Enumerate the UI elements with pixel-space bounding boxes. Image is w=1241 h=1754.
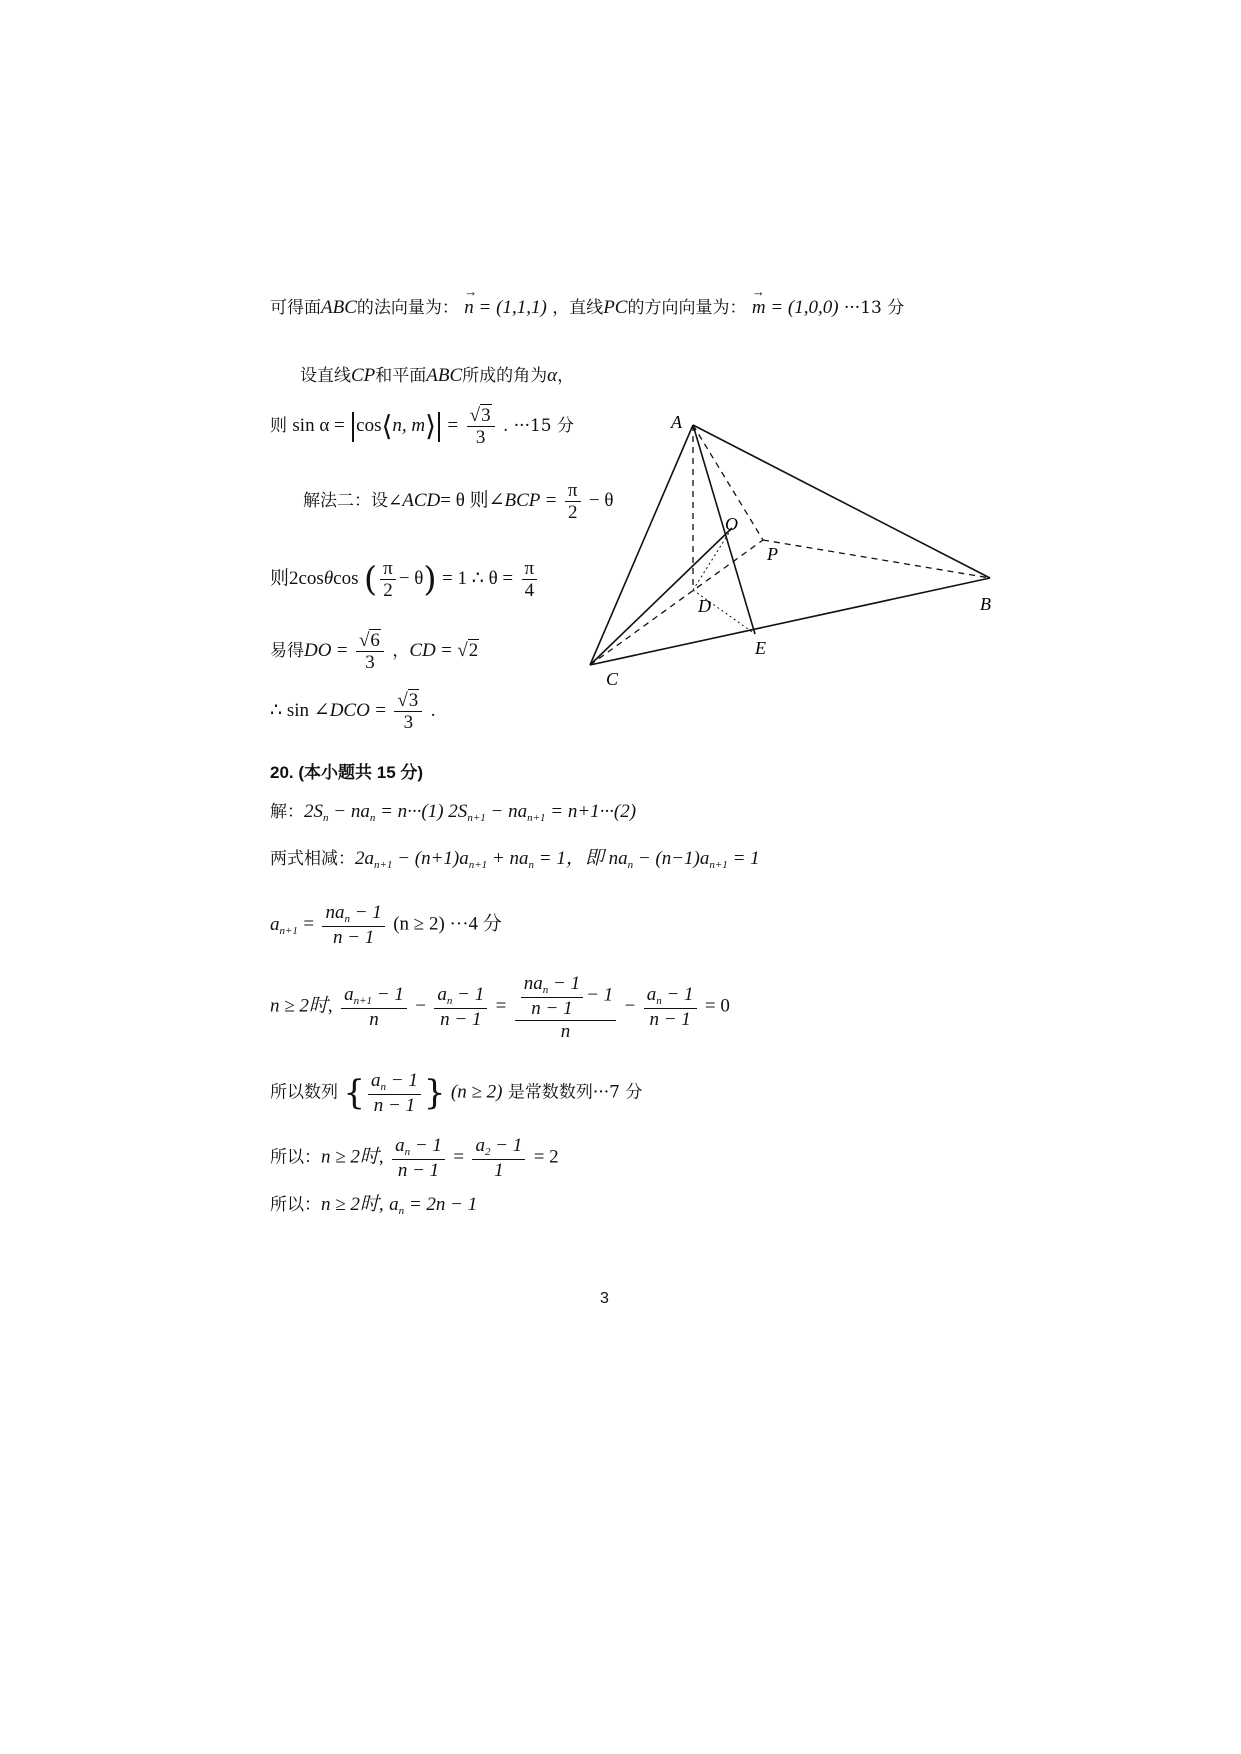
line-sin-dco: ∴ sin ∠DCO = $\frac{√3}{3}$ . bbox=[270, 690, 436, 733]
solution-line-3: $a_{n+1}$ = $\frac{na_n - 1}{n - 1}$ (n ≥ 2) ···4 分 bbox=[270, 902, 502, 948]
label-b: B bbox=[980, 594, 991, 614]
solution-line-2: 两式相减：$2a_{n+1} - (n+1)a_{n+1} + na_n = 1$，即 $na_n - (n-1)a_{n+1} = 1$ bbox=[270, 848, 760, 871]
edge-ab bbox=[693, 425, 990, 578]
line-normal-vectors: 可得面ABC的法向量为： → n = (1,1,1) ，直线PC的方向向量为： → m = (1,0,0) ···13 分 bbox=[270, 298, 904, 317]
edge-pb bbox=[763, 540, 990, 578]
label-c: C bbox=[606, 669, 619, 689]
section-heading-20: 20. (本小题共 15 分) bbox=[270, 763, 424, 782]
tetrahedron-figure bbox=[580, 400, 1010, 700]
line-cos-equation: 则2cosθcos ( $\frac{\pi}{2}$ − θ) = 1 ∴ θ = $\frac{\pi}{4}$ bbox=[270, 558, 540, 601]
solution-line-4: n ≥ 2时, $\frac{a_{n+1} - 1}{n}$ − $\frac{a_n - 1}{n - 1}$ = $\frac{na_n - 1}{n - 1}$ − 1 n − $\frac{a_n - 1}{n - 1}$ = 0 bbox=[270, 973, 730, 1042]
label-a: A bbox=[671, 412, 682, 432]
page-number: 3 bbox=[600, 1290, 609, 1307]
solution-line-6: 所以：n ≥ 2时, $\frac{a_n - 1}{n - 1}$ = $\frac{a_2 - 1}{1}$ = 2 bbox=[270, 1135, 559, 1181]
line-set-angle: 设直线CP和平面ABC所成的角为α， bbox=[300, 365, 575, 386]
label-e: E bbox=[755, 638, 766, 658]
line-do-cd: 易得DO = $\frac{√6}{3}$ ，CD = √2 bbox=[270, 630, 479, 673]
edge-ac bbox=[590, 425, 693, 665]
edge-cb bbox=[590, 578, 990, 665]
vector-m: → m = (1,0,0) bbox=[752, 298, 839, 317]
solution-line-1: 解：$2S_n - na_n = n\cdot\cdot\cdot(1) 2S_{n+1} - na_{n+1} = n+1\cdot\cdot\cdot(2)$ bbox=[270, 801, 637, 824]
solution-line-5: 所以数列 { $\frac{a_n - 1}{n - 1}$ } (n ≥ 2) 是常数数列···7 分 bbox=[270, 1070, 643, 1116]
fraction-sqrt3-over-3: $\frac{√3}{3}$ bbox=[467, 405, 495, 448]
vector-n: → n = (1,1,1) bbox=[464, 298, 546, 317]
label-p: P bbox=[767, 544, 778, 564]
solution-line-7: 所以：n ≥ 2时, $a_n = 2n - 1$ bbox=[270, 1194, 478, 1217]
line-method-two: 解法二：设∠ACD= θ 则∠BCP = $\frac{\pi}{2}$ − θ bbox=[303, 480, 614, 523]
line-sin-alpha: 则 sin α = cos⟨n, m⟩ = $\frac{√3}{3}$ . ···15 分 bbox=[270, 405, 575, 448]
label-d: D bbox=[698, 596, 711, 616]
label-o: O bbox=[725, 514, 738, 534]
